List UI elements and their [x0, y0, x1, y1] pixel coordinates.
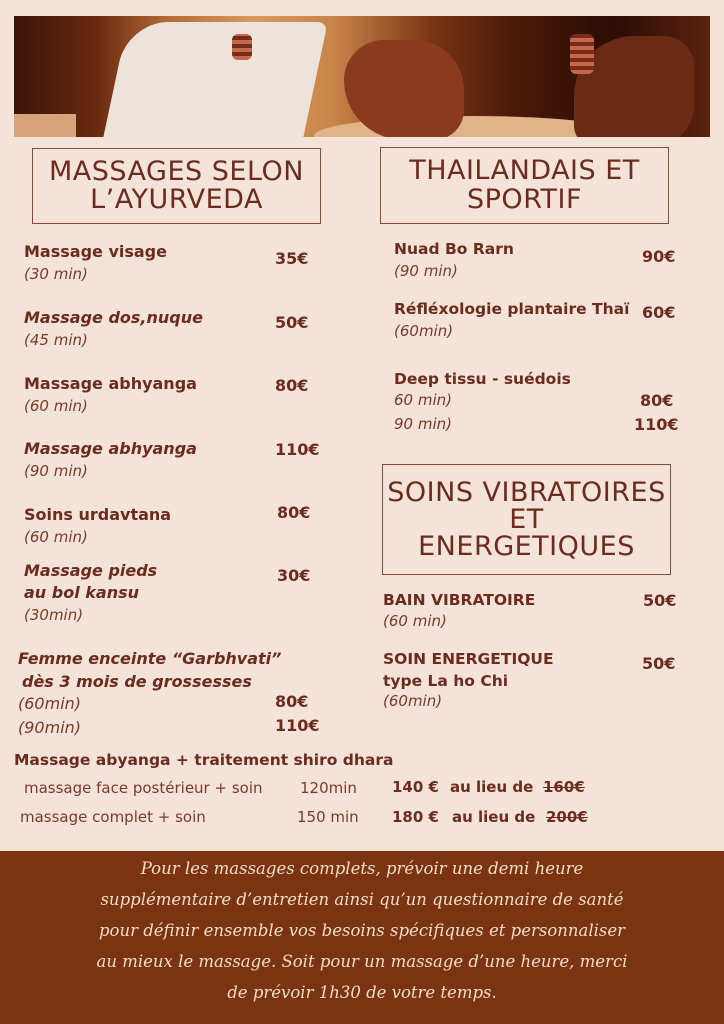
item-duration: (60 min): [24, 528, 88, 546]
shiro-row2-au-lieu: au lieu de: [452, 808, 536, 826]
ayurveda-title-box: [32, 148, 321, 224]
deep-price2: 110€: [634, 415, 679, 434]
deep-price1: 80€: [640, 391, 674, 410]
item-price: 50€: [275, 313, 309, 332]
item-price: 35€: [275, 249, 309, 268]
item-duration: (90 min): [24, 462, 88, 480]
energetique-name-line2: type La ho Chi: [383, 672, 509, 690]
item-duration: (60 min): [24, 397, 88, 415]
shiro-row1-label: massage face postérieur + soin: [24, 779, 263, 797]
item-name-line1: Massage pieds: [24, 561, 158, 580]
shiro-row2-old-price: 200€: [546, 808, 588, 826]
deep-name: Deep tissu - suédois: [394, 370, 571, 388]
soins-title-box: [382, 464, 671, 575]
item-price: 90€: [642, 247, 676, 266]
energetique-price: 50€: [642, 654, 676, 673]
item-price: 80€: [275, 376, 309, 395]
item-duration: (30 min): [24, 265, 88, 283]
bain-duration: (60 min): [383, 612, 447, 630]
shiro-row2-label: massage complet + soin: [20, 808, 206, 826]
femme-line1: Femme enceinte “Garbhvati”: [18, 649, 282, 668]
energetique-duration: (60min): [383, 692, 443, 710]
deep-duration1: 60 min): [394, 391, 452, 409]
shiro-title: Massage abyanga + traitement shiro dhara: [14, 751, 394, 769]
item-name: Massage visage: [24, 242, 167, 261]
item-price: 60€: [642, 303, 676, 322]
shiro-row1-duration: 120min: [300, 779, 357, 797]
ayurveda-title-line2: L’AYURVEDA: [90, 184, 263, 215]
footer-line4: au mieux le massage. Soit pour un massage d’une heure, merci: [96, 952, 628, 971]
shiro-row2-price: 180 €: [392, 808, 439, 826]
shiro-row2-duration: 150 min: [297, 808, 359, 826]
item-name: Réfléxologie plantaire Thaï: [394, 300, 630, 318]
item-name: Nuad Bo Rarn: [394, 240, 514, 258]
item-duration: (90 min): [394, 262, 458, 280]
soins-title-line3: ENERGETIQUES: [418, 531, 635, 562]
thai-title-line2: SPORTIF: [467, 183, 582, 215]
footer-line5: de prévoir 1h30 de votre temps.: [227, 983, 497, 1002]
shiro-row1-old-price: 160€: [543, 778, 585, 796]
soins-title-line2: ET: [509, 504, 544, 535]
item-name: Soins urdavtana: [24, 505, 172, 524]
item-price: 110€: [275, 440, 320, 459]
shiro-row1-price: 140 €: [392, 778, 439, 796]
bain-name: BAIN VIBRATOIRE: [383, 591, 536, 609]
hero-massage-photo: [14, 16, 710, 137]
footer-note: [0, 851, 724, 1024]
footer-line3: pour définir ensemble vos besoins spécifiques et personnaliser: [98, 921, 626, 940]
item-name: Massage abhyanga: [24, 439, 197, 458]
thai-title-box: [380, 147, 669, 224]
femme-duration2: (90min): [18, 718, 82, 737]
shiro-row1-au-lieu: au lieu de: [450, 778, 534, 796]
femme-line2: dès 3 mois de grossesses: [22, 672, 252, 691]
item-duration: (60min): [394, 322, 454, 340]
thai-title-line1: THAILANDAIS ET: [409, 155, 640, 187]
item-price: 80€: [277, 503, 311, 522]
femme-duration1: (60min): [18, 694, 82, 713]
ayurveda-title-line1: MASSAGES SELON: [49, 155, 304, 187]
femme-price1: 80€: [275, 692, 309, 711]
bain-price: 50€: [643, 591, 677, 610]
energetique-name-line1: SOIN ENERGETIQUE: [383, 650, 554, 668]
item-name: Massage abhyanga: [24, 374, 197, 393]
femme-price2: 110€: [275, 716, 320, 735]
item-name: Massage dos,nuque: [24, 308, 203, 327]
footer-line2: supplémentaire d’entretien ainsi qu’un questionnaire de santé: [100, 890, 624, 909]
item-price: 30€: [277, 566, 311, 585]
footer-line1: Pour les massages complets, prévoir une demi heure: [140, 859, 584, 878]
item-duration: (45 min): [24, 331, 88, 349]
deep-duration2: 90 min): [394, 415, 452, 433]
item-name-line2: au bol kansu: [24, 583, 139, 602]
soins-title-line1: SOINS VIBRATOIRES: [387, 477, 666, 508]
item-duration: (30min): [24, 606, 84, 624]
